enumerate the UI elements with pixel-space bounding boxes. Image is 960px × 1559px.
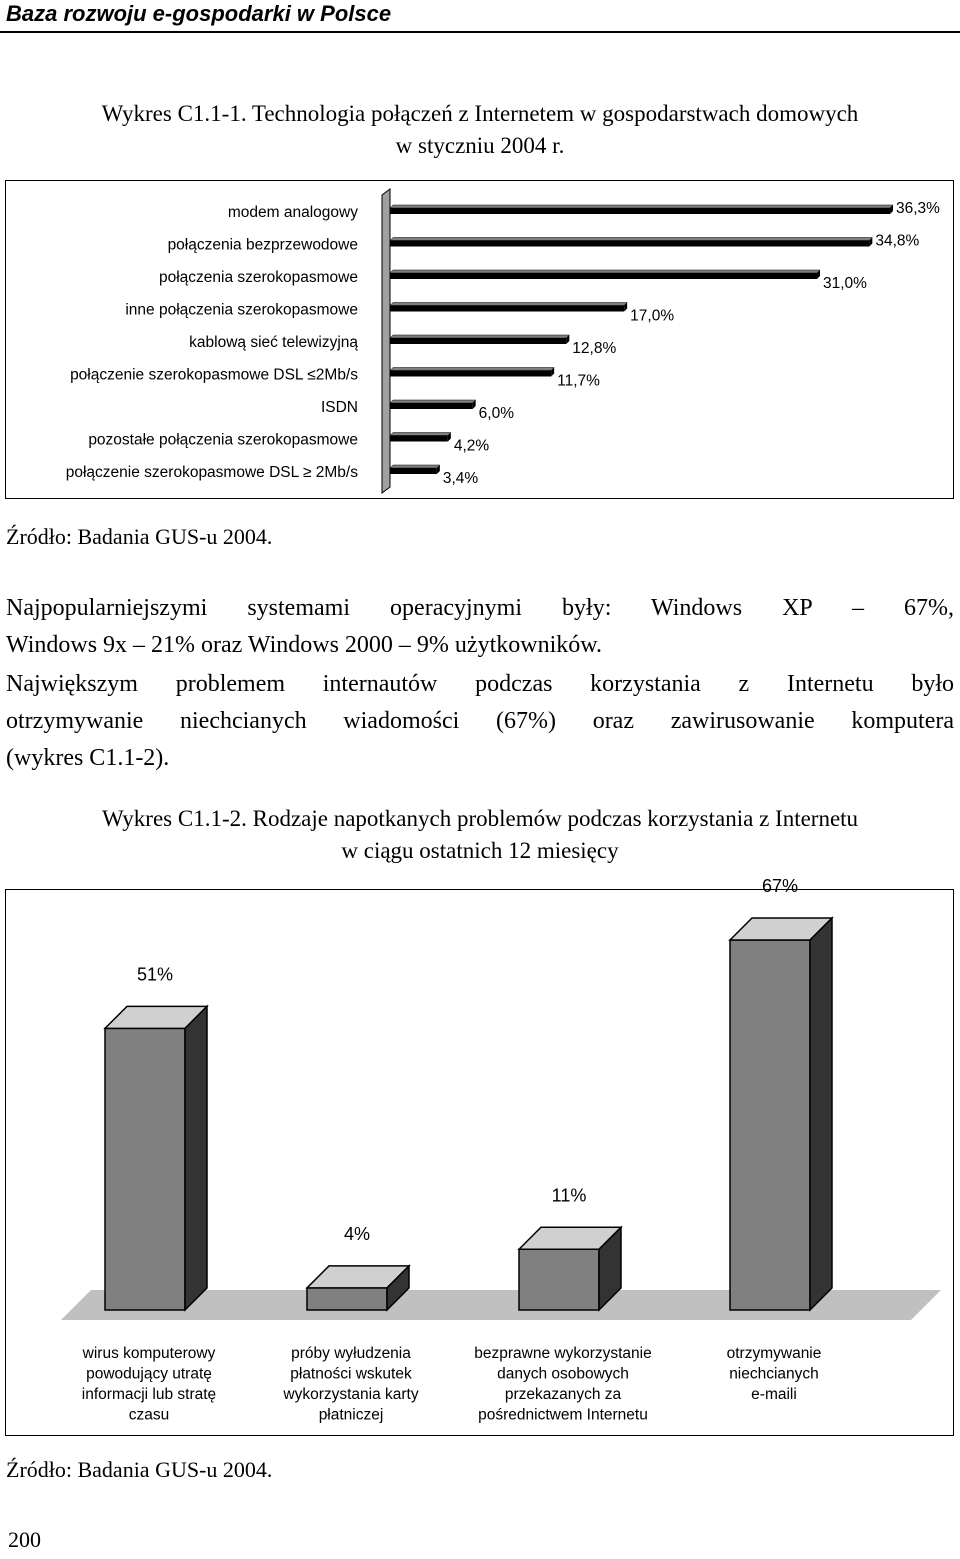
chart2: [6, 876, 953, 1435]
chart2-bar: [307, 1288, 387, 1310]
chart1-category-label: ISDN: [320, 399, 358, 416]
chart2-data-label: 11%: [551, 1185, 587, 1206]
figure2-caption-line1: Wykres C1.1-2. Rodzaje napotkanych problemów podczas korzystania z Internetu: [101, 806, 859, 831]
chart1-data-label: 4,2%: [453, 437, 490, 455]
chart2-category-label: powodujący utratę: [86, 1365, 212, 1383]
chart1-bar-top: [390, 433, 451, 436]
figure2-source: Źródło: Badania GUS-u 2004.: [6, 1457, 273, 1482]
chart1-bar: [390, 371, 551, 377]
chart1-category-label: połączenie szerokopasmowe DSL ≤2Mb/s: [70, 366, 358, 384]
chart1-back-wall: [382, 189, 390, 493]
chart1-category-label: kablową sieć telewizyjną: [189, 334, 358, 351]
chart1-data-label: 36,3%: [896, 200, 940, 217]
chart2-category-label: przekazanych za: [504, 1386, 622, 1403]
chart2-category-label: płatności wskutek: [290, 1365, 412, 1383]
chart1-bar: [390, 273, 817, 279]
figure2-caption-line2: w ciągu ostatnich 12 miesięcy: [341, 838, 619, 863]
chart1-category-label: połączenia szerokopasmowe: [158, 269, 358, 286]
chart2-category-label: otrzymywanie: [726, 1345, 822, 1362]
paragraph2-line2: otrzymywanie niechcianych wiadomości (67%) oraz zawirusowanie komputera: [6, 708, 954, 734]
chart2-category-label: bezprawne wykorzystanie: [474, 1345, 652, 1362]
chart1-bar-top: [390, 400, 476, 403]
chart1-data-label: 12,8%: [572, 340, 617, 357]
chart2-category-label: czasu: [128, 1406, 170, 1424]
figure1-caption-line2: w styczniu 2004 r.: [395, 133, 565, 158]
chart1-category-label: połączenia bezprzewodowe: [167, 236, 358, 254]
chart2-category-label: informacji lub stratę: [81, 1386, 217, 1403]
chart2-category-label: niechcianych: [729, 1365, 819, 1383]
chart2-bar: [105, 1028, 185, 1310]
paragraph1-line1: Najpopularniejszymi systemami operacyjnymi były: Windows XP – 67%,: [6, 595, 954, 621]
chart1-data-label: 11,7%: [557, 372, 600, 390]
chart1-data-label: 31,0%: [822, 275, 867, 292]
chart1-bar: [390, 468, 437, 474]
chart1-bar: [390, 338, 566, 344]
page-number: 200: [8, 1527, 41, 1552]
chart1-bar: [390, 208, 890, 214]
figure1-caption-line1: Wykres C1.1-1. Technologia połączeń z Internetem w gospodarstwach domowych: [101, 101, 859, 126]
running-header: [0, 0, 960, 31]
chart2-category-label: pośrednictwem Internetu: [478, 1406, 648, 1424]
header-rule: [0, 31, 960, 33]
chart1-bar: [390, 241, 869, 247]
chart2-category-label: wirus komputerowy: [82, 1345, 216, 1362]
chart2-frame: [5, 876, 954, 1436]
chart2-category-label: próby wyłudzenia: [291, 1345, 411, 1362]
paragraph2-line3: (wykres C1.1-2).: [6, 745, 170, 771]
chart2-bar-side: [185, 1006, 207, 1310]
chart1-bar-top: [390, 368, 554, 371]
paragraph2-line1: Największym problemem internautów podczas korzystania z Internetu było: [6, 671, 954, 697]
chart1-bar-top: [390, 465, 440, 468]
chart1-bar-top: [390, 270, 820, 273]
chart1-bar: [390, 403, 473, 409]
chart2-bar: [730, 940, 810, 1310]
chart2-data-label: 51%: [136, 964, 174, 985]
chart2-data-label: 4%: [343, 1223, 371, 1244]
paragraph1-line2: Windows 9x – 21% oraz Windows 2000 – 9% użytkowników.: [6, 632, 603, 658]
chart1-category-label: połączenie szerokopasmowe DSL ≥ 2Mb/s: [65, 464, 358, 481]
chart1-category-label: modem analogowy: [227, 204, 358, 221]
chart1-category-label: inne połączenia szerokopasmowe: [125, 301, 358, 319]
chart1-data-label: 3,4%: [442, 470, 479, 487]
chart1-data-label: 17,0%: [630, 307, 675, 325]
chart2-category-label: danych osobowych: [497, 1365, 629, 1383]
figure1-source: Źródło: Badania GUS-u 2004.: [6, 524, 273, 549]
chart1-bar: [390, 436, 448, 442]
chart1-bar-top: [390, 238, 872, 241]
chart1-bar-top: [390, 205, 893, 208]
chart1-frame: [5, 180, 954, 499]
chart1-category-label: pozostałe połączenia szerokopasmowe: [88, 431, 358, 449]
chart2-bar: [519, 1249, 599, 1310]
chart2-data-label: 67%: [761, 876, 799, 896]
chart1-bar-top: [390, 335, 569, 338]
chart1-data-label: 6,0%: [478, 405, 514, 422]
chart2-category-label: płatniczej: [318, 1406, 384, 1424]
chart1: [6, 181, 953, 498]
chart1-bar-top: [390, 303, 627, 306]
chart2-bar-side: [810, 918, 832, 1310]
chart1-bar: [390, 306, 624, 312]
running-header-title: Baza rozwoju e-gospodarki w Polsce: [6, 1, 392, 26]
chart2-category-label: wykorzystania karty: [283, 1386, 419, 1403]
chart1-data-label: 34,8%: [875, 232, 920, 250]
chart2-category-label: e-maili: [751, 1386, 797, 1403]
